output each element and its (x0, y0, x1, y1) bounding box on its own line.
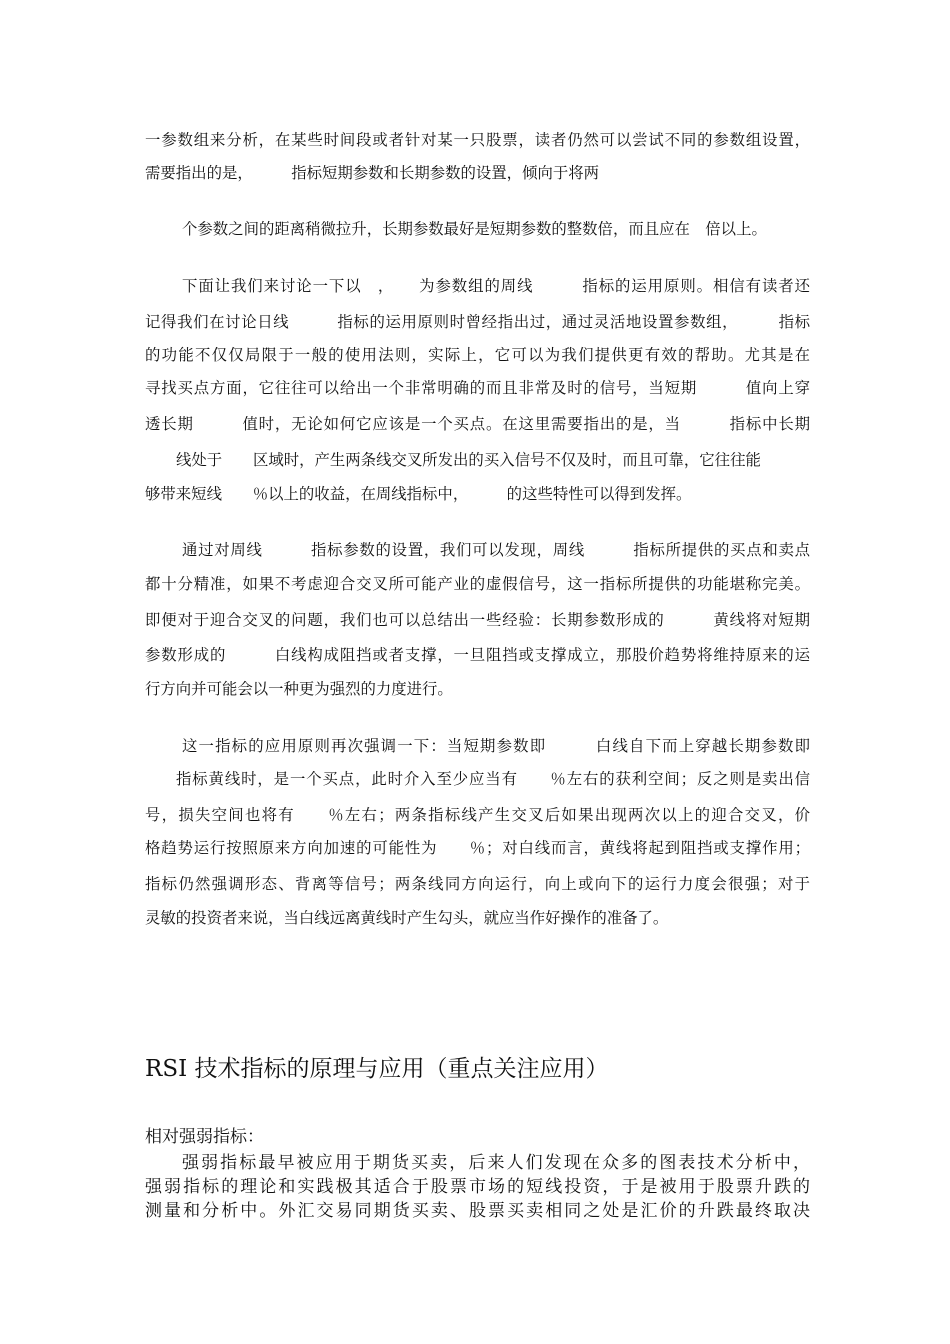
paragraph-4-line-4: 参数形成的 白线构成阻挡或者支撑，一旦阻挡或支撑成立，那股价趋势将维持原来的运 (145, 646, 810, 664)
paragraph-3-line-4: 寻找买点方面，它往往可以给出一个非常明确的而且非常及时的信号，当短期 值向上穿 (145, 379, 810, 397)
paragraph-4-line-3: 即便对于迎合交叉的问题，我们也可以总结出一些经验：长期参数形成的 黄线将对短期 (145, 611, 810, 629)
section-line-3: 测量和分析中。外汇交易同期货买卖、股票买卖相同之处是汇价的升跌最终取决 (145, 1201, 810, 1221)
paragraph-5-line-6: 灵敏的投资者来说，当白线远离黄线时产生勾头，就应当作好操作的准备了。 (145, 909, 669, 927)
paragraph-4-line-2: 都十分精准，如果不考虑迎合交叉所可能产业的虚假信号，这一指标所提供的功能堪称完美。 (145, 575, 810, 593)
paragraph-4-line-1: 通过对周线 指标参数的设置，我们可以发现，周线 指标所提供的买点和卖点 (182, 541, 810, 559)
paragraph-3-line-2: 记得我们在讨论日线 指标的运用原则时曾经指出过，通过灵活地设置参数组， 指标 (145, 313, 810, 331)
paragraph-3-line-5: 透长期 值时，无论如何它应该是一个买点。在这里需要指出的是，当 指标中长期 (145, 415, 810, 433)
paragraph-4-line-5: 行方向并可能会以一种更为强烈的力度进行。 (145, 680, 453, 698)
paragraph-3-line-3: 的功能不仅仅局限于一般的使用法则，实际上，它可以为我们提供更有效的帮助。尤其是在 (145, 346, 810, 364)
paragraph-3-line-6: 线处于 区域时，产生两条线交叉所发出的买入信号不仅及时，而且可靠，它往往能 (176, 451, 761, 469)
section-line-2: 强弱指标的理论和实践极其适合于股票市场的短线投资，于是被用于股票升跌的 (145, 1177, 810, 1197)
paragraph-3-line-1: 下面让我们来讨论一下以 ， 为参数组的周线 指标的运用原则。相信有读者还 (182, 277, 810, 295)
section-line-1: 强弱指标最早被应用于期货买卖，后来人们发现在众多的图表技术分析中， (182, 1153, 810, 1173)
paragraph-5-line-5: 指标仍然强调形态、背离等信号；两条线同方向运行，向上或向下的运行力度会很强；对于 (145, 875, 810, 893)
section-heading: RSI 技术指标的原理与应用（重点关注应用） (145, 1056, 609, 1082)
paragraph-1-line-1: 一参数组来分析，在某些时间段或者针对某一只股票，读者仍然可以尝试不同的参数组设置， (145, 131, 810, 149)
paragraph-3-line-7: 够带来短线 ％以上的收益，在周线指标中， 的这些特性可以得到发挥。 (145, 485, 692, 503)
section-subheading: 相对强弱指标： (145, 1127, 264, 1147)
paragraph-2-line-1: 个参数之间的距离稍微拉升，长期参数最好是短期参数的整数倍，而且应在 倍以上。 (182, 220, 767, 238)
paragraph-5-line-2: 指标黄线时，是一个买点，此时介入至少应当有 ％左右的获利空间；反之则是卖出信 (176, 770, 810, 788)
paragraph-5-line-1: 这一指标的应用原则再次强调一下：当短期参数即 白线自下而上穿越长期参数即 (182, 737, 810, 755)
paragraph-5-line-4: 格趋势运行按照原来方向加速的可能性为 ％；对白线而言，黄线将起到阻挡或支撑作用； (145, 839, 810, 857)
paragraph-5-line-3: 号，损失空间也将有 ％左右；两条指标线产生交叉后如果出现两次以上的迎合交叉，价 (145, 806, 810, 824)
paragraph-1-line-2: 需要指出的是， 指标短期参数和长期参数的设置，倾向于将两 (145, 164, 600, 182)
